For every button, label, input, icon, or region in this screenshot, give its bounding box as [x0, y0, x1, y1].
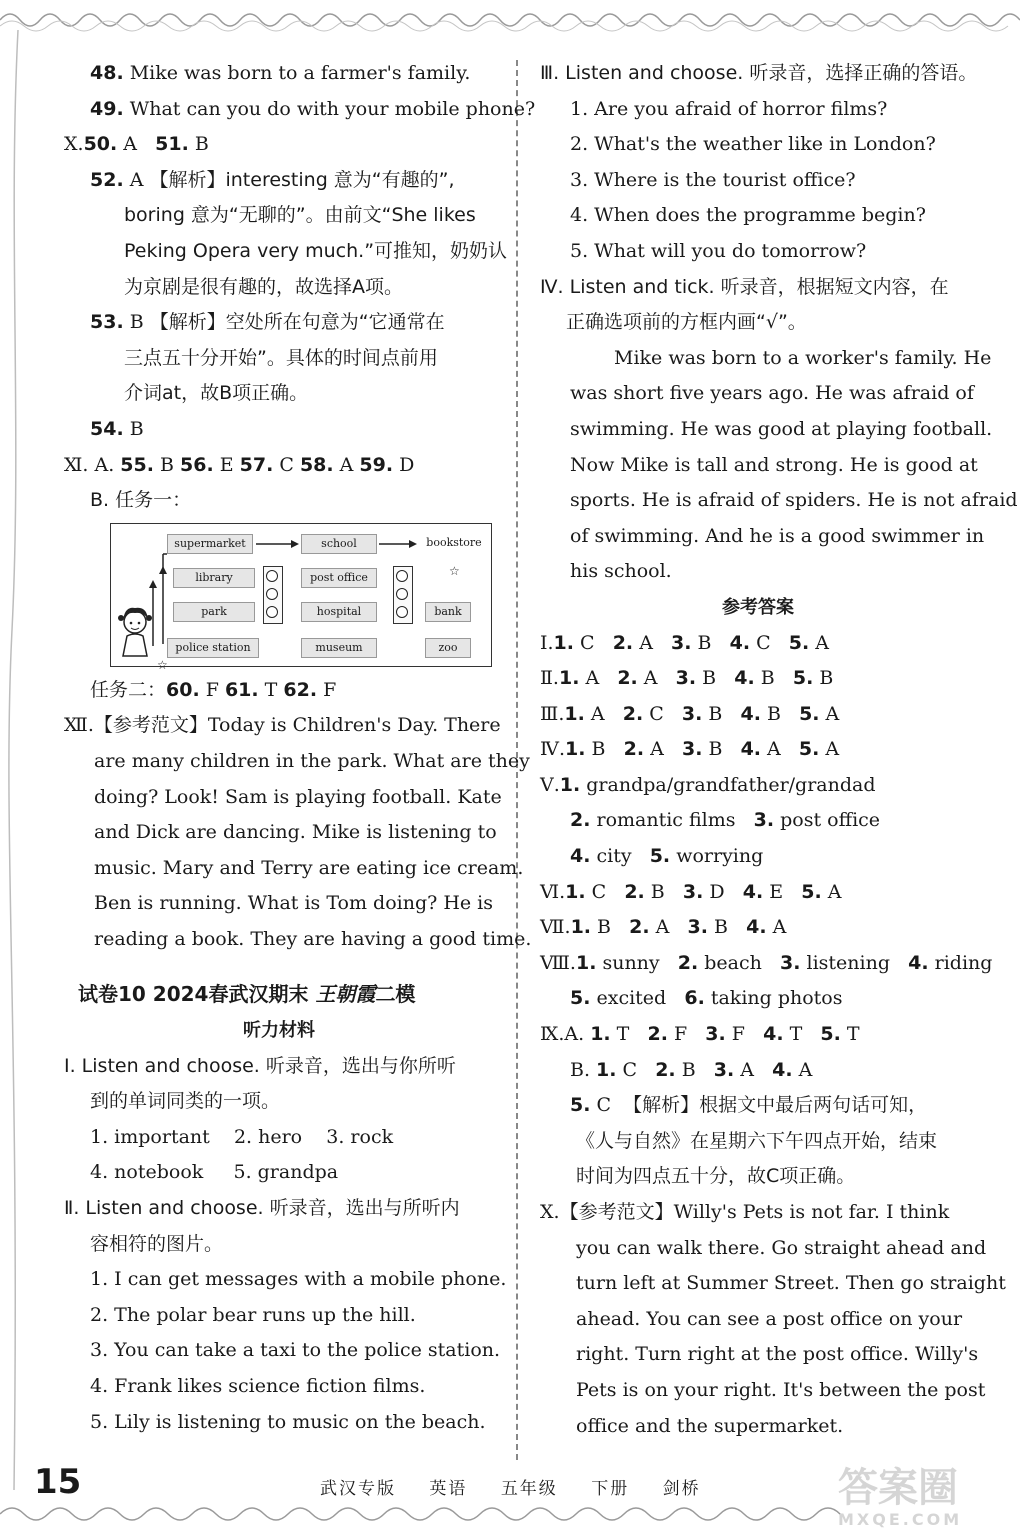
- answer-section-v: Ⅴ.1. grandpa/grandfather/grandad 2. romantic films 3. post office 4. city 5. worrying: [540, 773, 881, 868]
- answer-row-vi: Ⅵ.1. C 2. B 3. D 4. E 5. A: [540, 880, 842, 903]
- answer-53: 53. B 【解析】空处所在句意为“它通常在 三点五十分开始”。具体的时间点前用 介词at，故B项正确。: [90, 311, 445, 405]
- answer-52: 52. A 【解析】interesting 意为“有趣的”, boring 意为“无聊的”。由前文“She likes Peking Opera very much.”可推知，奶奶认 为京剧是很有趣的，故选择A项。: [90, 168, 508, 298]
- footer-info: 武汉专版 英语 五年级 下册 剑桥: [320, 1479, 701, 1499]
- map-option-circle: [396, 570, 408, 582]
- left-column: [64, 56, 536, 1440]
- map-bank: bank: [425, 602, 471, 622]
- star-icon: ☆: [157, 657, 168, 672]
- map-option-circle: [396, 588, 408, 600]
- map-supermarket: supermarket: [167, 534, 253, 554]
- route-map: [110, 523, 492, 672]
- map-option-circle: [396, 606, 408, 618]
- listening-section-2: Ⅱ. Listen and choose. 听录音，选出与所听内 容相符的图片。 1. I can get messages with a mobile phone. 2. The polar bear runs up the hill. 3. You can take a taxi to the police station. 4. Frank likes science fiction films. 5. Lily is listening to music on the beach.: [64, 1197, 507, 1433]
- listening-title: 听力材料: [243, 1020, 315, 1042]
- map-post-office: post office: [301, 568, 377, 588]
- map-hospital: hospital: [301, 602, 377, 622]
- right-column: [540, 56, 1018, 1444]
- map-bookstore: bookstore: [423, 534, 485, 552]
- answer-49: 49. What can you do with your mobile phone?: [90, 97, 536, 120]
- girl-icon: [115, 602, 157, 658]
- map-zoo: zoo: [425, 638, 471, 658]
- task-one-label: B. 任务一：: [90, 489, 192, 512]
- section-xii-essay: Ⅻ.【参考范文】Today is Children's Day. There are many children in the park. What are they doing? Look! Sam is playing football. Kate and Dick are dancing. Mike is listening to music. Mary and Terry are eating ice cream. Ben is running. What is Tom doing? He is reading a book. They are having a good time.: [64, 714, 532, 950]
- map-school: school: [301, 534, 377, 554]
- page-number: 15: [34, 1462, 82, 1502]
- listening-section-4: Ⅳ. Listen and tick. 听录音，根据短文内容，在 正确选项前的方框内画“√”。 Mike was born to a worker's family. He was short five years ago. He was afraid of swimming. He was good at playing football. Now Mike is tall and strong. He is good at sports. He is afraid of spiders. He is not afraid of swimming. And he is a good swimmer in his school.: [540, 275, 1018, 583]
- answer-section-ix: Ⅸ.A. 1. T 2. F 3. F 4. T 5. T B. 1. C 2. B 3. A 4. A 5. C 【解析】根据文中最后两句话可知， 《人与自然》在星期六下午四点开始，结束 时间为四点五十分，故C项正确。: [540, 1023, 938, 1188]
- answer-48: 48. Mike was born to a farmer's family.: [90, 62, 471, 84]
- map-library: library: [173, 568, 255, 588]
- listening-section-1: Ⅰ. Listen and choose. 听录音，选出与你所听 到的单词同类的一项。 1. important 2. hero 3. rock 4. notebook 5. grandpa: [64, 1054, 456, 1184]
- top-wave-border: [0, 0, 1020, 40]
- answer-section-x-essay: Ⅹ.【参考范文】Willy's Pets is not far. I think you can walk there. Go straight ahead and turn left at Summer Street. Then go straight ahead. You can see a post office on your right. Turn right at the post office. Willy's Pets is on your right. It's between the post office and the supermarket.: [540, 1201, 1006, 1437]
- answer-row-iii: Ⅲ.1. A 2. C 3. B 4. B 5. A: [540, 702, 840, 725]
- answer-section-viii: Ⅷ.1. sunny 2. beach 3. listening 4. riding 5. excited 6. taking photos: [540, 951, 993, 1010]
- map-park: park: [173, 602, 255, 622]
- map-museum: museum: [301, 638, 377, 658]
- answers-title: 参考答案: [722, 596, 794, 618]
- listening-section-3: Ⅲ. Listen and choose. 听录音，选择正确的答语。 1. Are you afraid of horror films? 2. What's the weather like in London? 3. Where is the tourist office? 4. When does the programme begin? 5. What will you do tomorrow?: [540, 62, 978, 262]
- answer-row-i: Ⅰ.1. C 2. A 3. B 4. C 5. A: [540, 631, 830, 654]
- answer-row-ii: Ⅱ.1. A 2. A 3. B 4. B 5. B: [540, 667, 834, 690]
- task-two-row: 任务二：60. F 61. T 62. F: [90, 678, 337, 701]
- star-icon: ☆: [449, 563, 460, 578]
- left-margin-decoration: [0, 30, 30, 1490]
- map-police-station: police station: [167, 638, 259, 658]
- answer-row-vii: Ⅶ.1. B 2. A 3. B 4. A: [540, 916, 787, 939]
- map-option-circle: [266, 588, 278, 600]
- watermark-logo: 答案圈 MXQE.COM: [838, 1465, 963, 1529]
- answer-54: 54. B: [90, 417, 144, 440]
- map-option-circle: [266, 570, 278, 582]
- section-x-row: Ⅹ.50. A 51. B: [64, 133, 209, 156]
- answer-row-iv: Ⅳ.1. B 2. A 3. B 4. A 5. A: [540, 738, 840, 761]
- map-option-circle: [266, 606, 278, 618]
- section-xi-row: Ⅺ. A. 55. B 56. E 57. C 58. A 59. D: [64, 453, 415, 476]
- paper-title: 试卷10 2024春武汉期末 王朝霞二模: [78, 982, 416, 1007]
